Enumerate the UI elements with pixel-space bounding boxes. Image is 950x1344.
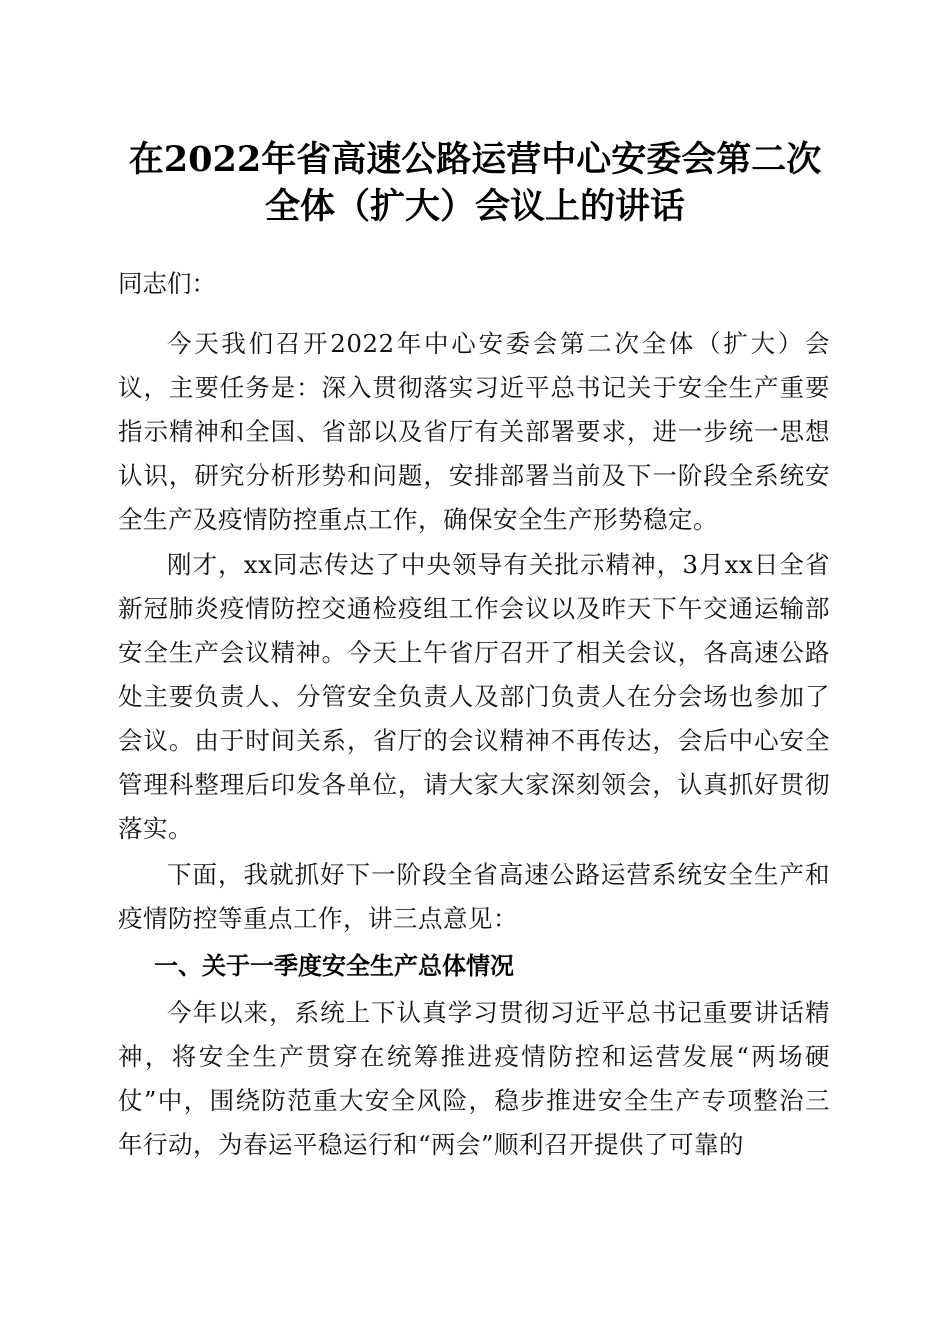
paragraph-1: 今天我们召开2022年中心安委会第二次全体（扩大）会议，主要任务是：深入贯彻落实习近平总书记关于安全生产重要指示精神和全国、省部以及省厅有关部署要求，进一步统一思想认识，研究分析形势和问题，安排部署当前及下一阶段全系统安全生产及疫情防控重点工作，确保安全生产形势稳定。 bbox=[118, 329, 830, 534]
section-1-paragraph: 今年以来，系统上下认真学习贯彻习近平总书记重要讲话精神，将安全生产贯穿在统筹推进疫情防控和运营发展“两场硬仗”中，围绕防范重大安全风险，稳步推进安全生产专项整治三年行动，为春运平稳运行和“两会”顺利召开提供了可靠的 bbox=[118, 998, 830, 1159]
document-title-line-1: 在2022年省高速公路运营中心安委会第二次 bbox=[128, 139, 822, 180]
paragraph-3: 下面，我就抓好下一阶段全省高速公路运营系统安全生产和疫情防控等重点工作，讲三点意见： bbox=[118, 860, 830, 933]
paragraph-2: 刚才，xx同志传达了中央领导有关批示精神，3月xx日全省新冠肺炎疫情防控交通检疫组工作会议以及昨天下午交通运输部安全生产会议精神。今天上午省厅召开了相关会议，各高速公路处主要负责人、分管安全负责人及部门负责人在分会场也参加了会议。由于时间关系，省厅的会议精神不再传达，会后中心安全管理科整理后印发各单位，请大家大家深刻领会，认真抓好贯彻落实。 bbox=[118, 550, 830, 843]
section-heading-1: 一、关于一季度安全生产总体情况 bbox=[154, 952, 514, 980]
salutation: 同志们： bbox=[118, 269, 216, 298]
document-title-line-2: 全体（扩大）会议上的讲话 bbox=[264, 186, 685, 227]
